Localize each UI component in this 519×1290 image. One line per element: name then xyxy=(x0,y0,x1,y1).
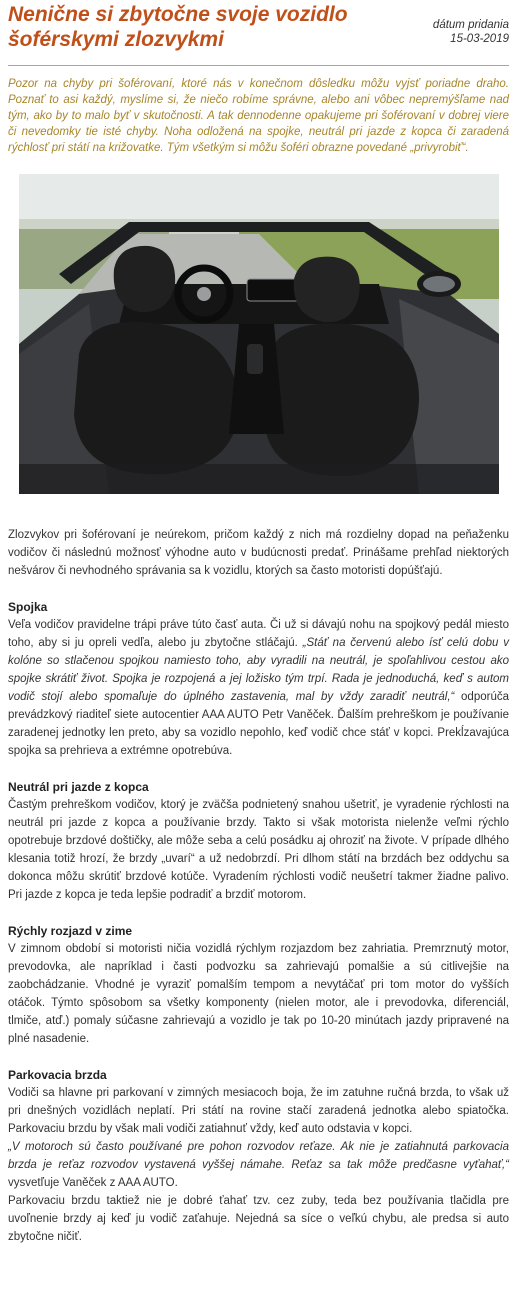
section-paragraph xyxy=(8,1138,509,1192)
section-paragraph: Častým prehreškom vodičov, ktorý je zväčša podnietený snahou ušetriť, je vyradenie rýchlosti na neutrál pri jazde z kopca a používanie brzdy. Takto si však motorista nielenže veľmi rýchlo opotrebuje brzdové doštičky, ale môže seba a celú posádku aj ohroziť na živote. V prípade dlhého klesania totiž hrozí, že brzdy „uvarí“ a už nedobrzdí. Pri dlhom státí na brzdách bez oddychu sa dokonca môžu skrútiť brzdové kotúče. Vyradením rýchlosti vodič neušetrí takmer žiadne palivo. Pri jazde z kopca je teda lepšie podradiť a brzdiť motorom. xyxy=(8,799,509,901)
section-paragraph: V zimnom období si motoristi ničia vozidlá rýchlym rozjazdom bez zahriatia. Premrznutý motor, prevodovka, ale napríklad i časti podvozku sa zahrievajú pomalšie a sú citlivejšie na zaobchádzanie. Vhodné je vyraziť pomalším tempom a nevytáčať pri tom motor do vyšších otáčok. Týmto spôsobom sa všetky komponenty (nielen motor, ale i prevodovka, diferenciál, tlmiče, atď.) pomaly súčasne zahrievajú a vozidlo je tak po 10-20 minútach jazdy pripravené na plné nasadenie. xyxy=(8,943,509,1045)
date-block xyxy=(433,18,509,46)
article-header xyxy=(8,0,509,66)
section-text: odporúča prevádzkový riaditeľ siete autocentier AAA AUTO Petr Vaněček. Ďalším prehreškom je používanie zaradenej jednotky len preto, aby sa vozidlo nepohlo, keď vodič chce stáť v kopci. Prekĺzavajúca spojka sa prehrieva a extrémne opotrebúva. xyxy=(8,691,509,757)
section-quote: „V motoroch sú často používané pre pohon rozvodov reťaze. Ak nie je zatiahnutá parkovacia brzda je reťaz rozvodov vystavená vyššej námahe. Reťaz sa tak môže predčasne vyťahať,“ xyxy=(8,1141,509,1171)
section-paragraph: Vodiči sa hlavne pri parkovaní v zimných mesiacoch boja, že im zatuhne ručná brzda, to však už pri dnešných vozidlách neplatí. Pri státí na rovine stačí zaradená jednotka alebo spiatočka. Parkovaciu brzdu by však mali vodiči zatiahnuť vždy, keď auto odstavia v kopci. xyxy=(8,1087,509,1135)
section-text: Veľa vodičov pravidelne trápi práve túto časť auta. Či už si dávajú nohu na spojkový pedál miesto toho, aby si ju opreli vedľa, alebo ju zbytočne stláčajú. xyxy=(8,619,509,649)
section-text: vysvetľuje Vaněček z AAA AUTO. xyxy=(8,1177,178,1189)
section-heading: Rýchly rozjazd v zime xyxy=(8,924,133,938)
section-paragraph xyxy=(8,616,509,760)
section-neutral xyxy=(8,778,509,904)
section-heading: Spojka xyxy=(8,600,48,614)
article-intro: Zlozvykov pri šoférovaní je neúrekom, pričom každý z nich má rozdielny dopad na peňaženku vodičov či následnú možnosť výhodne auto v budúcnosti predať. Prinášame prehľad niektorých nešvárov či nevhodného správania sa k vozidlu, ktorých sa často motoristi dopúšťajú. xyxy=(8,529,509,577)
date-value: 15-03-2019 xyxy=(450,33,509,45)
section-quote: „Stáť na červenú alebo ísť celú dobu v kolóne so stlačenou spojkou namiesto toho, aby vyradili na neutrál, je spoľahlivou cestou ako spojke skrátiť život. Spojka je rozpojená a jej ložisko tým trpí. Rada je jednoduchá, keď s autom vodič stojí alebo spomaľuje do úplného zastavenia, mal by vždy zaradiť neutrál,“ xyxy=(8,637,509,703)
section-spojka xyxy=(8,598,509,760)
article-title: Nenične si zbytočne svoje vozidlo šoférskymi zlozvykmi xyxy=(8,3,348,51)
date-label: dátum pridania xyxy=(432,19,509,31)
section-paragraph: Parkovaciu brzdu taktiež nie je dobré ťahať tzv. cez zuby, teda bez používania tlačidla pre uvoľnenie brzdy aj keď ju vodič zaťahuje. Nejedná sa síce o veľkú chybu, ale predsa si auto zbytočne ničiť. xyxy=(8,1195,509,1243)
section-rozjazd xyxy=(8,922,509,1048)
convertible-car-interior-image xyxy=(19,174,499,494)
article-lead: Pozor na chyby pri šoférovaní, ktoré nás v konečnom dôsledku môžu vyjsť poriadne draho. Poznať to asi každý, myslíme si, že niečo robíme správne, alebo ani vôbec nepremýšľame nad tým, ako by to malo byť v skutočnosti. A tak dennodenne opakujeme pri šoférovaní v dobrej viere či nevedomky tie isté chyby. Noha odložená na spojke, neutrál pri jazde z kopca či zaradená rýchlosť pri státí na križovatke. Tým všetkým si môžu šoféri obrazne povedané „privyrobiť“. xyxy=(8,78,509,154)
section-heading: Parkovacia brzda xyxy=(8,1068,107,1082)
car-interior-photo xyxy=(19,174,499,494)
section-parkovacia-brzda xyxy=(8,1066,509,1246)
section-heading: Neutrál pri jazde z kopca xyxy=(8,780,149,794)
